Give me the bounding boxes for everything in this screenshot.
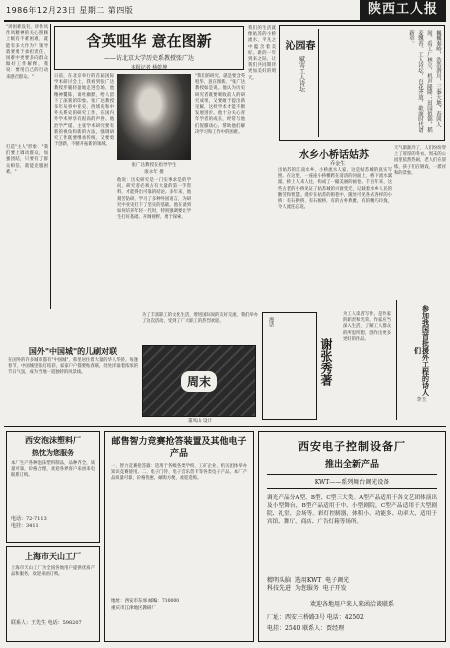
feature-byline: 本报记者 杨乾坤 [130,65,168,71]
xian-electronics-ad [258,431,446,642]
emblem-caption: 董凤山 设计 [188,419,212,424]
emblem-article-text: 为了丰富职工的文化生活，增进国际间的友好交流，我们举办了这次活动，受到了广大职工的热烈欢迎。 [142,313,259,325]
header-rule [4,20,446,22]
xian-ad-model-line: KWT——系列舞台调光设备 [267,474,437,489]
tianshan-ad-title: 上海市天山工厂 [25,551,81,561]
emblem-inner [143,346,255,416]
feature-body-right: "我们的研究，就是要含英咀华，意在图新。"张广达教授如是说。他认为历史研究者既要吸收前人的研究成果，又要敢于提出新见解，这样学术才能不断发展进步。他十分关心青年学者的成长，经常与他们促膝谈心，帮助他们解决学习和工作中的困难。 [195,74,245,135]
newspaper-masthead: 陕西工人报 [360,0,446,20]
photo-caption: 张广达教授在指导学生 [131,163,177,168]
foam-ad-title: 西安泡沫塑料厂 [25,435,81,445]
foam-ad-slogan: 热忱为您服务 [32,448,74,457]
xian-ad-fax: 电挂：2540 联系人：贾经理 [267,625,345,632]
xian-ad-list: 精明头脑 选用KWT 电子调光 科技先进 为您服务 电子开发 [267,577,350,592]
emblem-title: 周末 [181,371,217,392]
quiz-device-ad [104,431,254,642]
poem-subtitle: 赋寄工人诗坛 [297,56,305,92]
shuixiang-body: 出姑苏的江南水乡，小桥流水人家，这是姑苏城的真实写照。在这里，一座座小桥横跨在清清的河面上，桥下流水潺潺，桥上人来人往，构成了一幅美丽的画卷。千百年来，这些古老的小桥见证了姑苏城的兴衰变迁，记载着水乡人民的勤劳和智慧。漫步在姑苏的街巷中，随处可见各式各样的小桥：有石拱桥、有石板桥，有的古朴典雅，有的精巧玲珑，令人流连忘返。 [278,168,392,211]
foam-ad-phone: 电话：72-7113 [11,516,47,522]
section-rule [4,426,446,427]
flag-article-body: 在国外的许多城市都有"中国城"，那里居住着大量的华人华侨。每逢春节，中国城里张灯结彩，家家户户都要贴春联，处处洋溢着浓浓的节日气氛，成为当地一道独特的风景线。 [8,358,138,376]
weekly-subtitle: 漫话 [268,317,274,327]
xian-ad-body: 调光产品分A型、B型、C型三大类。A型产品适用于各文艺团体演出及小型舞台，B型产品适用于中、小型剧院，C型产品适用于大型剧院、礼堂、会场等。彩灯控制器，体积小、功能多、功率大，适用于宾馆、舞厅、商店、广告灯箱等场所。 [267,495,437,525]
literature-body: 为工人读者写作，是作家的职责和光荣。作家应当深入生活，了解工人群众的所思所想，创作出更多更好的作品。 [343,312,391,342]
feature-title: 含英咀华 意在图新 [86,32,212,50]
literature-title-col [319,312,342,420]
xian-ad-title: 西安电子控制设备厂 [298,440,406,453]
feature-title-box [54,26,244,70]
literature-title: 谢张秀著 [319,338,333,386]
flag-article-title: 国外"中国城"的儿刷对联 [28,346,118,356]
quiz-ad-body: 一、智力竞赛抢答器：适用于各级各类学校、工矿企业、机关团体举办知识竞赛使用。二、电子门铃、电子音乐贺卡等各类电子产品。本厂产品质量可靠，价格优惠，邮购方便，欢迎选购。 [111,464,247,482]
xian-ad-welcome: 欢迎各地用户来人来函洽谈联系 [309,601,394,608]
feature-body-continued: 我们的生活就像姑苏的小桥流水，平凡之中蕴含着美好。新的一年到来之际，让我们共同期待更加美好的明天。 [248,26,276,81]
shuixiang-body-right: 天气渐渐冷了，人们纷纷穿上了厚厚的冬衣。周末的公园里依然热闹，老人们在晨练，孩子们在嬉戏，一派祥和的景象。 [394,146,446,176]
tianshan-ad-contact: 联系人：王先生 电话：598207 [11,620,82,626]
shuixiang-byline: 乔金生 [330,161,346,167]
xian-ad-address: 厂址：西安三桥路3号 电话：42502 [267,614,364,621]
issue-date-line: 1986年12月23日 星期二 第四版 [6,6,134,15]
feature-body-mid: 他说：历史研究是一门实事求是的学问，研究者必须占有大量的第一手资料，才能得出可靠的结论。多年来，他刻苦钻研，学习了多种外国语言，为研究中亚史打下了坚实的基础。他在谈到如何培养年轻一代时，特别强调要让学生打好基础，开阔视野，勇于探索。 [117,178,191,221]
poem-title: 沁园春 [285,41,316,52]
shuixiang-title: 水乡小桥话姑苏 [299,150,369,161]
feature-subtitle: ——访北京大学历史系教授张广达 [103,55,194,62]
left-column-top-text: "讲困难没有，讲作风作风精神的关心照顾上级有不难困难，就能有多大作为？领导就要勇于承担责任，困难中更要多向群众做好工作解释，我说：要用自己的行动来感召群众。" [6,25,48,80]
quiz-ad-unit: 重庆市江津地区教研厂 [111,606,156,611]
foam-ad-body: 本厂生产各种泡沫塑料制品，品种齐全，质量可靠，价格合理，欢迎各界客户来函来电联系订购。 [11,461,95,479]
foam-ad-mobile: 电挂：3411 [11,523,39,529]
quiz-ad-title: 邮售智力竞赛抢答装置及其他电子产品 [111,437,247,459]
quiz-ad-address: 地址：西安市东郊 邮编：710000 [111,599,180,604]
sidebar-box [396,300,446,420]
tianshan-factory-ad [6,546,100,642]
feature-body-left: 日前，在北京举行的首届国际学术研讨会上，我看到张广达教授步履轻盈地走进会场，他精神矍铄，谈吐幽默，给人留下了深刻的印象。张广达教授多年从事中亚史、西域史和中外关系史的研究工作，在国内外学术界享有很高的声誉。他治学严谨，主张学术研究要有新的视角和新的方法，强调研究工作既要继承传统，又要勇于创新，不断开拓新的领域。 [54,74,114,148]
column-rule [50,24,51,309]
emblem-graphic [142,345,256,417]
poem-text: 巍巍秦岭，浩浩渭川，三秦大地，春回人间。看工厂林立，机声隆隆；田园似锦，稻麦飘香。工人诗坛，百花齐放，歌颂时代谱新章。 [408,30,441,133]
xian-ad-subtitle: 推出全新产品 [324,460,379,470]
photo-credit: 康永年 摄 [144,170,164,175]
weekly-box [262,312,317,420]
sidebar-box-byline: 李玉 [416,397,427,403]
tianshan-ad-body: 上海市天山工厂为全国各地用户提供优质产品和服务，欢迎来函订购。 [11,566,95,578]
poem-box [279,25,445,141]
poem-header-panel [283,29,319,137]
professor-photo [117,74,191,160]
foam-factory-ad [6,431,100,543]
left-column-text: 打造"主人"形象："我们要上调动群众，加强团结，只要有了群众相信，就能克服困难。" [6,145,48,175]
sidebar-box-title: 参加我国首批援外工程的诗人们 [413,304,431,396]
